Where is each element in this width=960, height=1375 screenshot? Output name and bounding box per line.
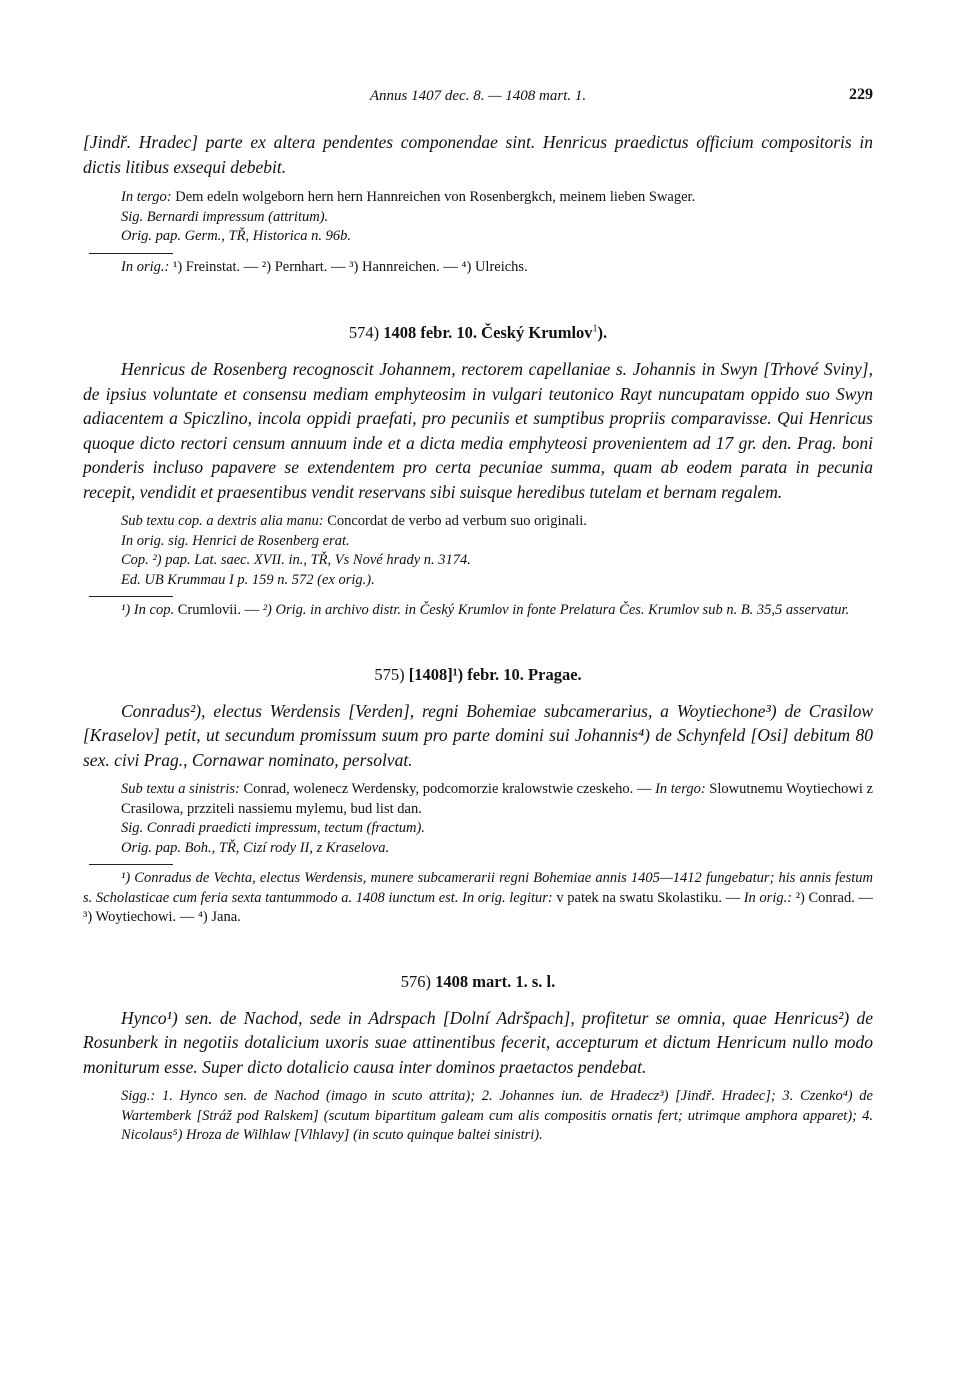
- doc574-heading: [83, 323, 873, 343]
- doc574-fn-b: ²) Orig. in archivo distr. in Český Krumlov in fonte Prelatura Čes. Krumlov sub n. B. 35,5 asservatur.: [262, 602, 850, 618]
- doc574-number: 574): [348, 323, 380, 342]
- doc574-note3: Cop. ²) pap. Lat. saec. XVII. in., TŘ, Vs Nové hrady n. 3174.: [121, 552, 471, 568]
- page-number: 229: [849, 86, 873, 103]
- doc576-sigg: Sigg.: 1. Hynco sen. de Nachod (imago in scuto attrita); 2. Johannes iun. de Hradecz³) [Jindř. Hradec]; 3. Czenko⁴) de Wartemberk [Stráž pod Ralskem] (scutum bipartitum galeam cum alis compositis ornatis fert; utrimque amphora apparet); 4. Nicolaus⁵) Hroza de Wilhlaw [Vlhlavy] (in scuto quinque baltei sinistri).: [121, 1088, 873, 1143]
- doc575-date: [1408]¹) febr. 10. Pragae.: [408, 664, 582, 684]
- doc574-date-sup: 1: [592, 323, 598, 335]
- prev-tergo-note: [83, 188, 873, 208]
- doc575-note1-text2: Slowutnemu Woytiechowi z Crasilowa, przziteli nassiemu mylemu, bud list dan.: [121, 781, 873, 817]
- doc575-number: 575): [374, 664, 405, 684]
- doc575-regest: Conradus²), electus Werdensis [Verden], regni Bohemiae subcamerarius, a Woytiechone³) de Crasilow [Kraselov] petit, ut secundum promissum suum pro parte domini sui Johannis⁴) de Schynfeld [Osi] debitum 80 sex. civi Prag., Cornawar nominato, persolvat.: [83, 700, 873, 770]
- doc574-date: 1408 febr. 10. Český Krumlov: [383, 323, 593, 342]
- doc574-note1-text: Concordat de verbo ad verbum suo originali.: [323, 513, 587, 529]
- doc575-fn-italic: ¹) Conradus de Vechta, electus Werdensis, munere subcamerarii regni Bohemiae annis 1405—1412 fungebatur; his annis festum s. Scholasticae cum feria sexta tantummodo a. 1408 iunctum est. In orig. legitur:: [83, 870, 873, 906]
- prev-document-text: [Jindř. Hradec] parte ex altera pendentes componendae sint. Henricus praedictus officium compositoris in dictis litibus exsequi debebit.: [83, 132, 873, 177]
- document-page: [83, 88, 873, 1146]
- doc574-note4: Ed. UB Krummau I p. 159 n. 572 (ex orig.).: [121, 571, 375, 588]
- doc575-fn-rest: v patek na swatu Skolastiku. —: [552, 889, 744, 906]
- prev-notes-label: In orig.:: [121, 258, 170, 275]
- prev-notes-text: ¹) Freinstat. — ²) Pernhart. — ³) Hannreichen. — ⁴) Ulreichs.: [169, 258, 528, 275]
- doc574-fn-a-text: Crumlovii. —: [174, 602, 263, 618]
- doc574-date-end: ).: [597, 323, 608, 342]
- doc575-fn-label2: In orig.:: [743, 889, 793, 906]
- doc576-heading: [83, 972, 873, 992]
- doc575-fn-rest2: ²) Conrad. — ³) Woytiechowi. — ⁴) Jana.: [83, 889, 873, 925]
- doc575-note1: [83, 780, 873, 819]
- prev-orig-note: Orig. pap. Germ., TŘ, Historica n. 96b.: [121, 228, 351, 244]
- doc576-number: 576): [400, 971, 432, 991]
- doc575-note2: Sig. Conradi praedicti impressum, tectum (fractum).: [121, 820, 425, 836]
- doc574-note1-label: Sub textu cop. a dextris alia manu:: [121, 513, 324, 529]
- page-header: [83, 88, 873, 110]
- running-title: Annus 1407 dec. 8. — 1408 mart. 1.: [369, 88, 587, 104]
- doc576-regest: Hynco¹) sen. de Nachod, sede in Adrspach [Dolní Adršpach], profitetur se omnia, quae Henricus²) de Rosunberk in negotiis dotalicium uxoris suae attinentibus fecerit, accepturum et dictum Henricum nullo modo moniturum esse. Super dicto dotalicio causa inter dominos praetactos pendebat.: [83, 1007, 873, 1077]
- doc574-fn-a-label: ¹) In cop.: [121, 602, 175, 618]
- footnote-rule: [89, 596, 173, 597]
- prev-sig-note: Sig. Bernardi impressum (attritum).: [121, 208, 329, 225]
- doc576-date: 1408 mart. 1. s. l.: [435, 971, 556, 991]
- doc574-note1: [83, 512, 873, 532]
- footnote-rule: [89, 864, 173, 865]
- doc575-note1-label2: In tergo:: [655, 781, 706, 797]
- footnote-rule: [89, 253, 173, 254]
- prev-footnotes: [83, 258, 873, 278]
- doc575-note1-label: Sub textu a sinistris:: [121, 781, 240, 797]
- doc575-heading: [83, 665, 873, 685]
- prev-tergo-label: In tergo:: [121, 189, 172, 205]
- doc574-note2: In orig. sig. Henrici de Rosenberg erat.: [121, 532, 350, 549]
- prev-tergo-text: Dem edeln wolgeborn hern hern Hannreichen von Rosenbergkch, meinem lieben Swager.: [171, 189, 696, 205]
- doc575-footnotes: [83, 869, 873, 928]
- doc575-note1-text: Conrad, wolenecz Werdensky, podcomorzie kralowstwie czeskeho. —: [239, 781, 656, 797]
- doc574-regest: Henricus de Rosenberg recognoscit Johannem, rectorem capellaniae s. Johannis in Swyn [Trhové Sviny], de ipsius voluntate et consensu mediam emphyteosim in vulgari teutonico Rayt nuncupatam oppido suo Swyn adiacentem a Spiczlino, incola oppidi praefati, pro pecuniis et sumptibus propriis comparavisse. Qui Henricus quoque dicto rectori censum annuum inde et a dicta media emphyteosi provenientem ad 17 gr. den. Prag. boni ponderis incluso papavere se extendentem pro certa pecuniae summa, quam ab eodem parata in pecunia recepit, vendidit et praesentibus vendit reservans sibi suisque heredibus tutelam et bernam regalem.: [83, 359, 873, 502]
- doc575-note3: Orig. pap. Boh., TŘ, Cizí rody II, z Kraselova.: [121, 839, 390, 856]
- doc574-footnotes: [83, 601, 873, 621]
